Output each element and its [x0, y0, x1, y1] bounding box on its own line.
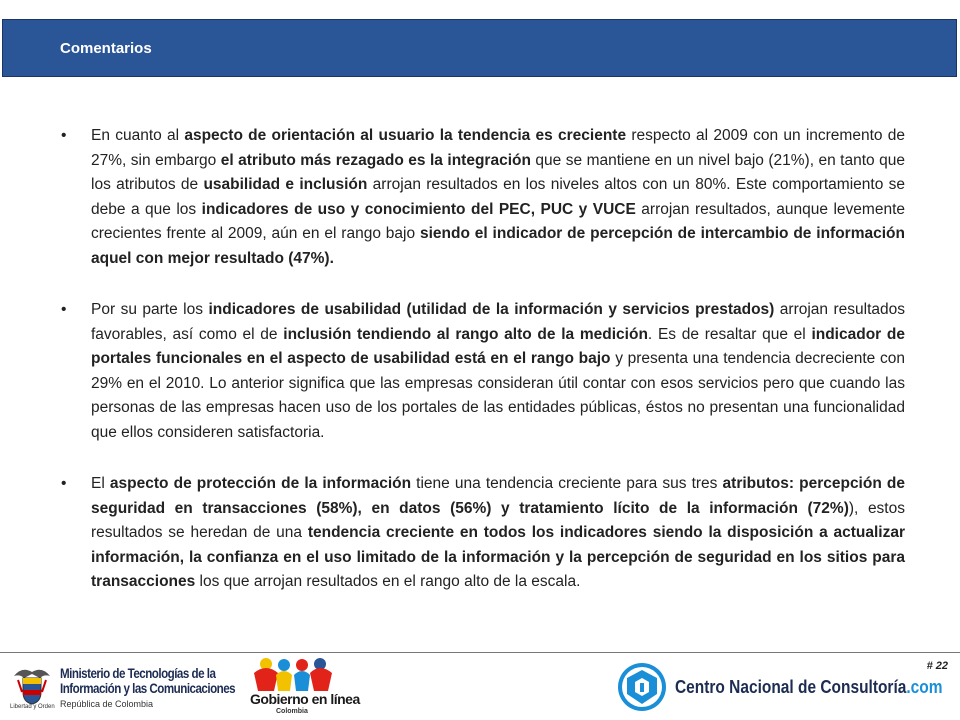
text-segment: los que arrojan resultados en el rango alto de la escala. [195, 573, 581, 590]
bold-text-segment: el atributo más rezagado es la integración [220, 151, 531, 169]
footer-divider [0, 652, 960, 653]
text-segment: Por su parte los [91, 301, 209, 318]
header-bar [2, 19, 957, 77]
bullet-marker: • [61, 475, 67, 492]
colombia-coat-of-arms-icon [10, 662, 54, 706]
bold-text-segment: indicadores de usabilidad (utilidad de la información y servicios prestados) [208, 301, 775, 318]
bold-text-segment: indicadores de uso y conocimiento del PEC, PUC y VUCE [201, 200, 636, 218]
text-segment: ), estos resultados se heredan de una [91, 499, 905, 541]
bold-text-segment: atributos: percepción de seguridad en transacciones (58%), en datos (56%) y tratamiento lícito de la información (72%) [91, 475, 905, 517]
bold-text-segment: indicador de portales funcionales en el aspecto de usabilidad está en el rango bajo [91, 325, 905, 367]
cnc-shield-icon [617, 662, 667, 712]
people-figures-icon [248, 655, 338, 693]
ministerio-name [60, 666, 235, 696]
ministerio-motto: Libertad y Orden [10, 704, 55, 710]
text-segment: respecto al 2009 con un incremento de 27%, sin embargo [91, 127, 905, 169]
text-segment: tiene una tendencia creciente para sus tres [411, 475, 723, 492]
comment-bullet-2 [59, 298, 905, 445]
bold-text-segment: siendo el indicador de percepción de intercambio de información aquel con mejor resultado (47%). [91, 225, 905, 267]
comment-bullet-3 [59, 472, 905, 595]
text-segment: y presenta una tendencia decreciente con 29% en el 2010. Lo anterior significa que las empresas consideran útil contar con esos servicios pero que cuando las personas de las empresas hacen uso de los portales de las entidades públicas, éstos no presentan una funcionalidad que ellos consideren satisfactoria. [91, 350, 905, 441]
text-segment: arrojan resultados, aunque levemente crecientes frente al 2009, aún en el rango bajo [91, 200, 905, 242]
text-segment: que se mantiene en un nivel bajo (21%), en tanto que los atributos de [91, 151, 905, 193]
comments-list [59, 124, 905, 622]
bold-text-segment: aspecto de orientación al usuario la tendencia es creciente [184, 127, 627, 144]
page-number: # 22 [926, 660, 948, 672]
gobierno-country: Colombia [276, 708, 308, 715]
text-segment: En cuanto al [91, 127, 185, 144]
cnc-name [675, 677, 943, 698]
gobierno-name: Gobierno en línea [250, 691, 360, 707]
text-segment: El [91, 475, 110, 492]
ministerio-country: República de Colombia [60, 699, 154, 709]
bold-text-segment: inclusión tendiendo al rango alto de la medición [283, 325, 648, 343]
bold-text-segment: tendencia creciente en todos los indicadores siendo la disposición a actualizar información, la confianza en el uso limitado de la información y la percepción de seguridad en los sitios para transacciones [91, 524, 905, 590]
ministerio-logo [10, 660, 236, 715]
ministerio-line2: Información y las Comunicaciones [60, 681, 236, 696]
cnc-domain-suffix: .com [906, 677, 943, 697]
text-segment: arrojan resultados favorables, así como el de [91, 301, 906, 343]
slide-title: Comentarios [60, 40, 152, 57]
comment-bullet-1 [59, 124, 905, 271]
gobierno-en-linea-logo [248, 655, 360, 717]
cnc-name-text: Centro Nacional de Consultoría [675, 677, 907, 697]
text-segment: . Es de resaltar que el [647, 325, 812, 343]
bold-text-segment: usabilidad e inclusión [203, 176, 368, 193]
bullet-marker: • [61, 127, 67, 144]
ministerio-line1: Ministerio de Tecnologías de la [60, 666, 216, 681]
bullet-marker: • [61, 301, 67, 318]
bold-text-segment: aspecto de protección de la información [109, 475, 412, 492]
text-segment: arrojan resultados en los niveles altos con un 80%. Este comportamiento se debe a que los [91, 176, 905, 218]
